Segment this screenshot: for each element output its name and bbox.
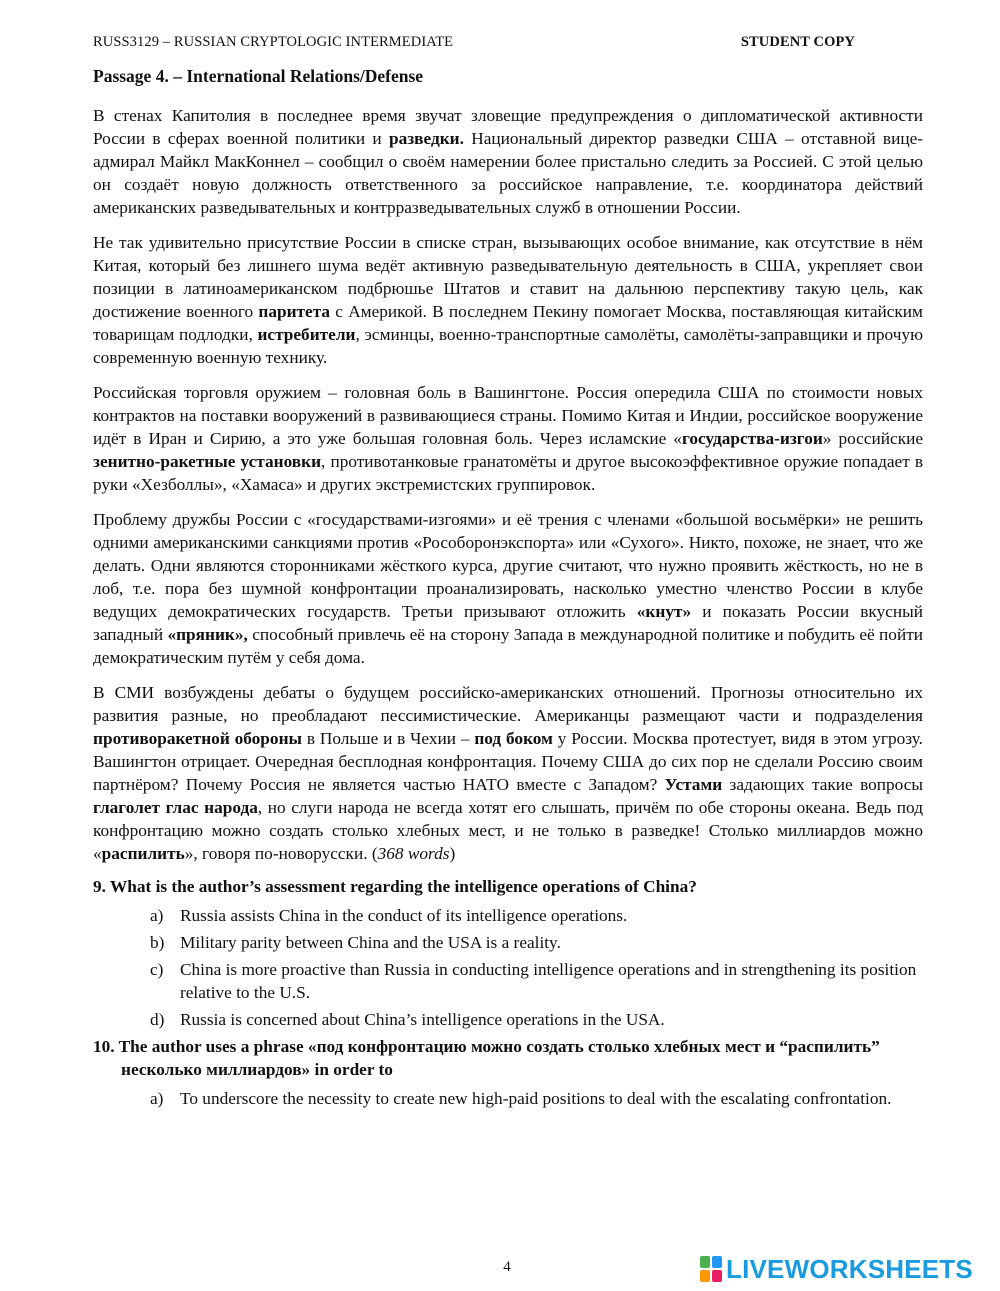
passage-paragraph [93, 508, 923, 669]
text-run: , но слуги народа не всегда хотят его слышать, причём по обе стороны океана. Ведь под конфронтацию можно создать столько хлебных мест, и не только в разведке! Столько миллиардов можно « [93, 798, 923, 863]
text-run: » российские [822, 429, 924, 448]
text-run: у России. Москва протестует, видя в этом угрозу. Вашингтон отрицает. Очередная бесплодная конфронтация. Почему США до сих пор не сделали Россию своим партнёром? Почему Россия не является частью НАТО вместе с Западом? [93, 729, 923, 794]
text-run: способный привлечь её на сторону Запада в международной политике и побудить её пойти демократическим путём у себя дома. [93, 625, 923, 667]
bold-term: противоракетной обороны [93, 729, 303, 748]
question-10: 10. The author uses a phrase «под конфронтацию можно создать столько хлебных мест и “распилить” несколько миллиардов» in order to [93, 1037, 880, 1079]
answer-options [93, 1087, 923, 1110]
answer-option[interactable] [93, 1008, 923, 1031]
answer-options [93, 904, 923, 1031]
option-letter: c) [150, 960, 164, 979]
liveworksheets-logo-icon [700, 1256, 722, 1282]
passage-text [93, 104, 923, 865]
word-count: 368 words [377, 844, 450, 863]
bold-term: Устами [664, 775, 723, 794]
option-text: Russia is concerned about China’s intelligence operations in the USA. [180, 1010, 665, 1029]
bold-term: государства-изгои [681, 429, 823, 448]
option-letter: a) [150, 906, 164, 925]
question-9: 9. What is the author’s assessment regarding the intelligence operations of China? [93, 877, 697, 896]
answer-option[interactable] [93, 958, 923, 1004]
passage-paragraph [93, 104, 923, 219]
questions-section [93, 875, 923, 1110]
option-letter: a) [150, 1089, 164, 1108]
course-title: RUSS3129 – RUSSIAN CRYPTOLOGIC INTERMEDIATE [93, 34, 454, 50]
text-run: ) [449, 844, 456, 863]
bold-term: глаголет глас народа [93, 798, 258, 817]
student-copy-label: STUDENT COPY [740, 34, 855, 50]
text-run: В стенах Капитолия в последнее время звучат зловещие предупреждения о дипломатической активности России в сферах военной политики и [93, 106, 923, 148]
answer-option[interactable] [93, 904, 923, 927]
text-run: Проблему дружбы России с «государствами-изгоями» и её трения с членами «большой восьмёрки» не решить одними американскими санкциями против «Рособоронэкспорта» или «Сухого». Никто, похоже, не знает, что же делать. Одни являются сторонниками жёсткого курса, другие считают, что нужно проявить жёсткость, но не в лоб, т.е. пора без шумной конфронтации проанализировать, насколько уместно членство России в клубе ведущих демократических государств. Третьи призывают отложить [93, 510, 923, 621]
option-text: Military parity between China and the USA is a reality. [180, 933, 561, 952]
text-run: , эсминцы, военно-транспортные самолёты, самолёты-заправщики и прочую современную военную технику. [93, 325, 923, 367]
passage-paragraph [93, 231, 923, 369]
text-run: », говоря по-новорусски. ( [184, 844, 378, 863]
passage-title: Passage 4. – International Relations/Defense [93, 66, 424, 86]
liveworksheets-logo [700, 1254, 973, 1284]
text-run: и показать России вкусный западный [93, 602, 924, 644]
text-run: с Америкой. В последнем Пекину помогает Москва, поставляющая китайским товарищам подлодки, [93, 302, 923, 344]
option-letter: b) [150, 933, 165, 952]
bold-term: «пряник», [167, 625, 248, 644]
bold-term: зенитно-ракетные установки [93, 452, 322, 471]
bold-term: распилить [101, 844, 185, 863]
document-body [93, 104, 923, 1114]
bold-term: под боком [474, 729, 553, 748]
text-run: задающих такие вопросы [722, 775, 924, 794]
option-letter: d) [150, 1010, 165, 1029]
logo-text: LIVEWORKSHEETS [726, 1253, 973, 1284]
text-run: Российская торговля оружием – головная боль в Вашингтоне. Россия опередила США по стоимости новых контрактов на поставки вооружений в развивающиеся страны. Помимо Китая и Индии, российское вооружение идёт в Иран и Сирию, а это уже большая головная боль. Через исламские « [93, 383, 923, 448]
answer-option[interactable] [93, 931, 923, 954]
option-text: To underscore the necessity to create new high-paid positions to deal with the escalating confrontation. [180, 1089, 892, 1108]
text-run: В СМИ возбуждены дебаты о будущем российско-американских отношений. Прогнозы относительно их развития разные, но преобладают пессимистические. Американцы размещают части и подразделения [93, 683, 923, 725]
bold-term: «кнут» [636, 602, 692, 621]
passage-paragraph [93, 681, 923, 865]
text-run: , противотанковые гранатомёты и другое высокоэффективное оружие попадает в руки «Хезболлы», «Хамаса» и других экстремистских группировок. [93, 452, 924, 494]
option-text: Russia assists China in the conduct of its intelligence operations. [180, 906, 628, 925]
page-header [93, 34, 855, 54]
answer-option[interactable] [93, 1087, 923, 1110]
bold-term: разведки. [388, 129, 464, 148]
page-number: 4 [503, 1259, 511, 1275]
bold-term: паритета [258, 302, 331, 321]
text-run: Национальный директор разведки США – отставной вице-адмирал Майкл МакКоннел – сообщил о своём намерении более пристально следить за Россией. С этой целью он создаёт новую должность ответственного за российское направление, т.е. координатора действий американских разведывательных и контрразведывательных служб в отношении России. [93, 129, 924, 217]
bold-term: истребители [257, 325, 356, 344]
text-run: Не так удивительно присутствие России в списке стран, вызывающих особое внимание, как отсутствие в нём Китая, который без лишнего шума ведёт активную разведывательную деятельность в США, укрепляет свои позиции в латиноамериканском подбрюшье Штатов и ставит на дальнюю перспективу такую цель, как достижение военного [93, 233, 923, 321]
option-text: China is more proactive than Russia in conducting intelligence operations and in strengthening its position relative to the U.S. [180, 960, 917, 1002]
passage-paragraph [93, 381, 923, 496]
text-run: в Польше и в Чехии – [302, 729, 475, 748]
